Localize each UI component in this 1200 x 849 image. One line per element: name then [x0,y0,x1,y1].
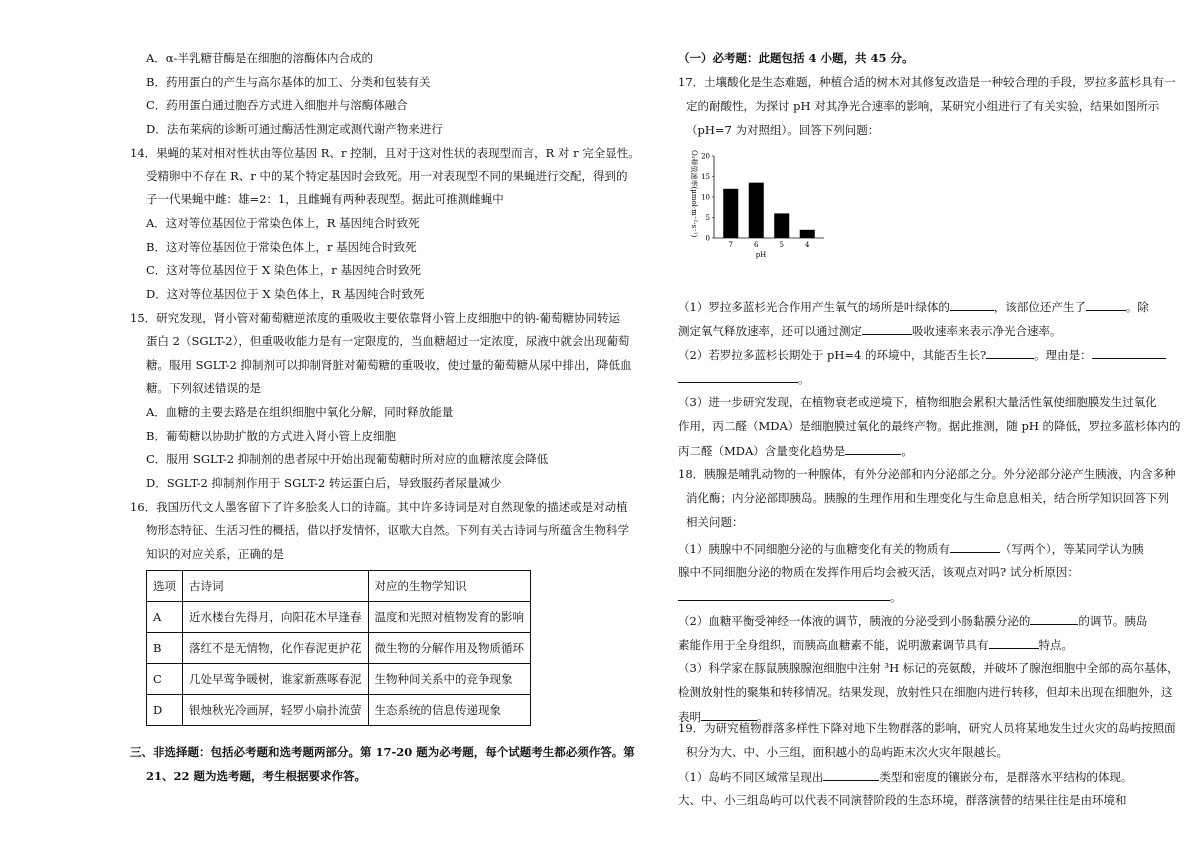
q15-line-2: 蛋白 2（SGLT-2），但重吸收能力是有一定限度的，当血糖超过一定浓度，尿液中就会出现葡萄 [146,334,630,348]
table-cell: 近水楼台先得月，向阳花木早逢春 [183,602,369,633]
q13-option-d: D．法布莱病的诊断可通过酶活性测定或测代谢产物来进行 [146,122,443,136]
answer-blank[interactable] [1086,298,1126,311]
y-tick-label: 0 [705,234,710,243]
q17-2b-line [678,370,810,387]
q17-1-line [678,298,1149,315]
q17-3-line-3 [678,442,913,459]
q16-line-1: 16．我国历代文人墨客留下了许多脍炙人口的诗篇。其中许多诗词是对自然现象的描述或是对动植 [130,500,628,514]
q18-2b-text-a: 素能作用于全身组织，而胰高血糖素不能，说明激素调节具有 [678,638,989,652]
q19-1-text-a: （1）岛屿不同区域常呈现出 [678,770,824,784]
q17-1-text-a: （1）罗拉多蓝杉光合作用产生氧气的场所是叶绿体的 [678,300,950,314]
q15-option-d: D．SGLT-2 抑制剂作用于 SGLT-2 转运蛋白后，导致服药者尿量减少 [146,476,502,490]
table-header-cell: 古诗词 [183,571,369,602]
q17-1-text-c: 。除 [1125,300,1149,314]
answer-blank[interactable] [986,346,1034,359]
x-tick-label: 4 [805,241,810,249]
table-cell: B [147,633,183,664]
answer-blank[interactable] [823,768,879,781]
q14-line-3: 子一代果蝇中雌：雄=2：1，且雌蝇有两种表现型。据此可推测雌蝇中 [146,192,504,206]
q17-line-1: 17．土壤酸化是生态难题，种植合适的树木对其修复改造是一种较合理的手段，罗拉多蓝杉具有一 [678,75,1176,89]
y-tick-label: 15 [701,173,710,181]
q14-option-c: C．这对等位基因位于 X 染色体上，r 基因纯合时致死 [146,263,421,277]
table-cell: A [147,602,183,633]
q18-3-line-2: 检测放射性的聚集和转移情况。结果发现，放射性只在细胞内进行转移，但却未出现在细胞外，这 [678,685,1173,699]
q19-1-text-b: 类型和密度的镶嵌分布，是群落水平结构的体现。 [879,770,1133,784]
q15-option-b: B．葡萄糖以协助扩散的方式进入肾小管上皮细胞 [146,429,396,443]
q18-1-text-a: （1）胰腺中不同细胞分泌的与血糖变化有关的物质有 [678,542,950,556]
table-cell: 几处早莺争暖树，谁家新燕啄春泥 [183,664,369,695]
poetry-table [146,570,531,726]
table-cell: 微生物的分解作用及物质循环 [368,633,531,664]
q18-line-3: 相关问题： [686,515,744,529]
section3-line-1: 三、非选择题：包括必考题和选考题两部分。第 17-20 题为必考题，每个试题考生都必须作答。第 [130,745,635,759]
table-cell: 温度和光照对植物发育的影响 [368,602,531,633]
q15-line-1: 15．研究发现，肾小管对葡萄糖逆浓度的重吸收主要依靠肾小管上皮细胞中的钠-葡萄糖协同转运 [130,311,621,325]
table-header-cell: 选项 [147,571,183,602]
x-tick-label: 7 [728,241,733,249]
q13-option-b: B．药用蛋白的产生与高尔基体的加工、分类和包装有关 [146,75,431,89]
answer-blank[interactable] [678,370,798,383]
q15-option-a: A．血糖的主要去路是在组织细胞中氧化分解，同时释放能量 [146,405,454,419]
q17-1b-text-b: 吸收速率来表示净光合速率。 [912,324,1062,338]
right-column-lower [600,0,1200,849]
q14-option-a: A．这对等位基因位于常染色体上，R 基因纯合时致死 [146,216,420,230]
q18-3-line-1: （3）科学家在豚鼠胰腺腺泡细胞中注射 ³H 标记的亮氨酸，并破坏了腺泡细胞中全部的高尔基体， [678,661,1179,675]
q17-2-text-a: （2）若罗拉多蓝杉长期处于 pH=4 的环境中，其能否生长? [678,348,987,362]
q16-line-3: 知识的对应关系，正确的是 [146,547,284,561]
q18-1c-line [678,588,902,605]
x-tick-label: 6 [754,241,759,249]
table-header-row [147,571,531,602]
section3-line-2: 21、22 题为选考题，考生根据要求作答。 [146,769,367,783]
answer-blank[interactable] [989,636,1039,649]
q18-1-text-b: （写两个），等某同学认为胰 [999,542,1144,556]
table-cell: 生态系统的信息传递现象 [368,695,531,726]
q17-line-2: 定的耐酸性，为探讨 pH 对其净光合速率的影响，某研究小组进行了有关实验，结果如图所示 [686,99,1160,113]
x-tick-label: 5 [779,241,784,249]
q17-3-line-2: 作用，丙二醛（MDA）是细胞膜过氧化的最终产物。据此推测，随 pH 的降低，罗拉多蓝杉体内的 [678,419,1181,433]
x-axis-label: pH [755,251,767,259]
q18-1c-end: 。 [890,590,902,604]
table-row [147,664,531,695]
table-row [147,695,531,726]
q17-2b-end: 。 [798,372,810,386]
q18-1b-line: 腺中不同细胞分泌的物质在发挥作用后均会被灭活，该观点对吗? 试分析原因： [678,565,1079,579]
q17-1-text-b: ，该部位还产生了 [993,300,1086,314]
answer-blank[interactable] [950,298,994,311]
y-tick-label: 20 [701,152,710,161]
q19-line-1: 19．为研究植物群落多样性下降对地下生物群落的影响，研究人员将某地发生过火灾的岛屿按照面 [678,721,1176,735]
q18-line-2: 消化酶；内分泌部即胰岛。胰腺的生理作用和生理变化与生命息息相关，结合所学知识回答下列 [686,491,1169,505]
answer-blank[interactable] [950,540,1000,553]
y-tick-label: 5 [705,214,710,222]
q15-option-c: C．服用 SGLT-2 抑制剂的患者尿中开始出现葡萄糖时所对应的血糖浓度会降低 [146,452,549,466]
table-cell: 落红不是无情物，化作春泥更护花 [183,633,369,664]
q17-1b-line [678,322,1062,339]
q19-line-2: 积分为大、中、小三组，面积越小的岛屿距末次火灾年限越长。 [686,745,1008,759]
q18-2-text-a: （2）血糖平衡受神经一体液的调节，胰液的分泌受到小肠黏膜分泌的 [678,614,1031,628]
q17-1b-text-a: 测定氧气释放速率，还可以通过测定 [678,324,862,338]
table-row [147,602,531,633]
table-cell: D [147,695,183,726]
table-header-cell: 对应的生物学知识 [368,571,531,602]
q14-option-b: B．这对等位基因位于常染色体上，r 基因纯合时致死 [146,240,417,254]
q18-2b-text-b: 特点。 [1038,638,1073,652]
q17-2-line [678,346,1166,363]
table-cell: 生物种间关系中的竞争现象 [368,664,531,695]
q17-3-line-1: （3）进一步研究发现，在植物衰老或逆境下，植物细胞会累积大量活性氧使细胞膜发生过氧化 [678,395,1157,409]
q14-line-2: 受精卵中不存在 R、r 中的某个特定基因时会致死。用一对表现型不同的果蝇进行交配，得到的 [146,169,628,183]
q18-2-text-b: 的调节。胰岛 [1078,614,1148,628]
q18-2b-line [678,636,1073,653]
q17-line-3: （pH=7 为对照组）。回答下列问题： [686,123,880,137]
q14-line-1: 14．果蝇的某对相对性状由等位基因 R、r 控制，且对于这对性状的表现型而言，R 对 r 完全显性。 [130,146,640,160]
q19-last-line: 大、中、小三组岛屿可以代表不同演替阶段的生态环境，群落演替的结果往往是由环境和 [678,793,1127,807]
q13-option-a: A．α-半乳糖苷酶是在细胞的溶酶体内合成的 [146,51,373,65]
answer-blank[interactable] [1030,612,1078,625]
q17-3c-end: 。 [901,444,913,458]
q14-option-d: D．这对等位基因位于 X 染色体上，R 基因纯合时致死 [146,287,425,301]
q17-2-text-b: 。理由是： [1034,348,1092,362]
table-cell: 银烛秋光冷画屏，轻罗小扇扑流萤 [183,695,369,726]
q16-line-2: 物形态特征、生活习性的概括，借以抒发情怀，讴歌大自然。下列有关古诗词与所蕴含生物科学 [146,523,629,537]
q13-option-c: C．药用蛋白通过胞吞方式进入细胞并与溶酶体融合 [146,98,408,112]
q15-line-4: 糖。下列叙述错误的是 [146,381,261,395]
answer-blank[interactable] [1092,346,1166,359]
answer-blank[interactable] [845,442,901,455]
answer-blank[interactable] [678,588,890,601]
q18-3c-end: 。 [757,710,769,724]
y-axis-label: O₂释放速率(μmol·m⁻²·s⁻¹) [690,150,698,238]
answer-blank[interactable] [862,322,912,335]
part1-title: （一）必考题：此题包括 4 小题，共 45 分。 [678,51,914,65]
y-tick-label: 10 [701,193,710,202]
q19-1-line [678,768,1132,785]
q18-2-line [678,612,1147,629]
q18-3c-text: 表明 [678,710,701,724]
q18-1-line [678,540,1144,557]
q17-3c-text: 丙二醛（MDA）含量变化趋势是 [678,444,846,458]
table-row [147,633,531,664]
table-cell: C [147,664,183,695]
q15-line-3: 糖。服用 SGLT-2 抑制剂可以抑制肾脏对葡萄糖的重吸收，使过量的葡萄糖从尿中排出，降低血 [146,358,632,372]
q18-line-1: 18．胰腺是哺乳动物的一种腺体，有外分泌部和内分泌部之分。外分泌部分泌产生胰液，内含多种 [678,467,1176,481]
